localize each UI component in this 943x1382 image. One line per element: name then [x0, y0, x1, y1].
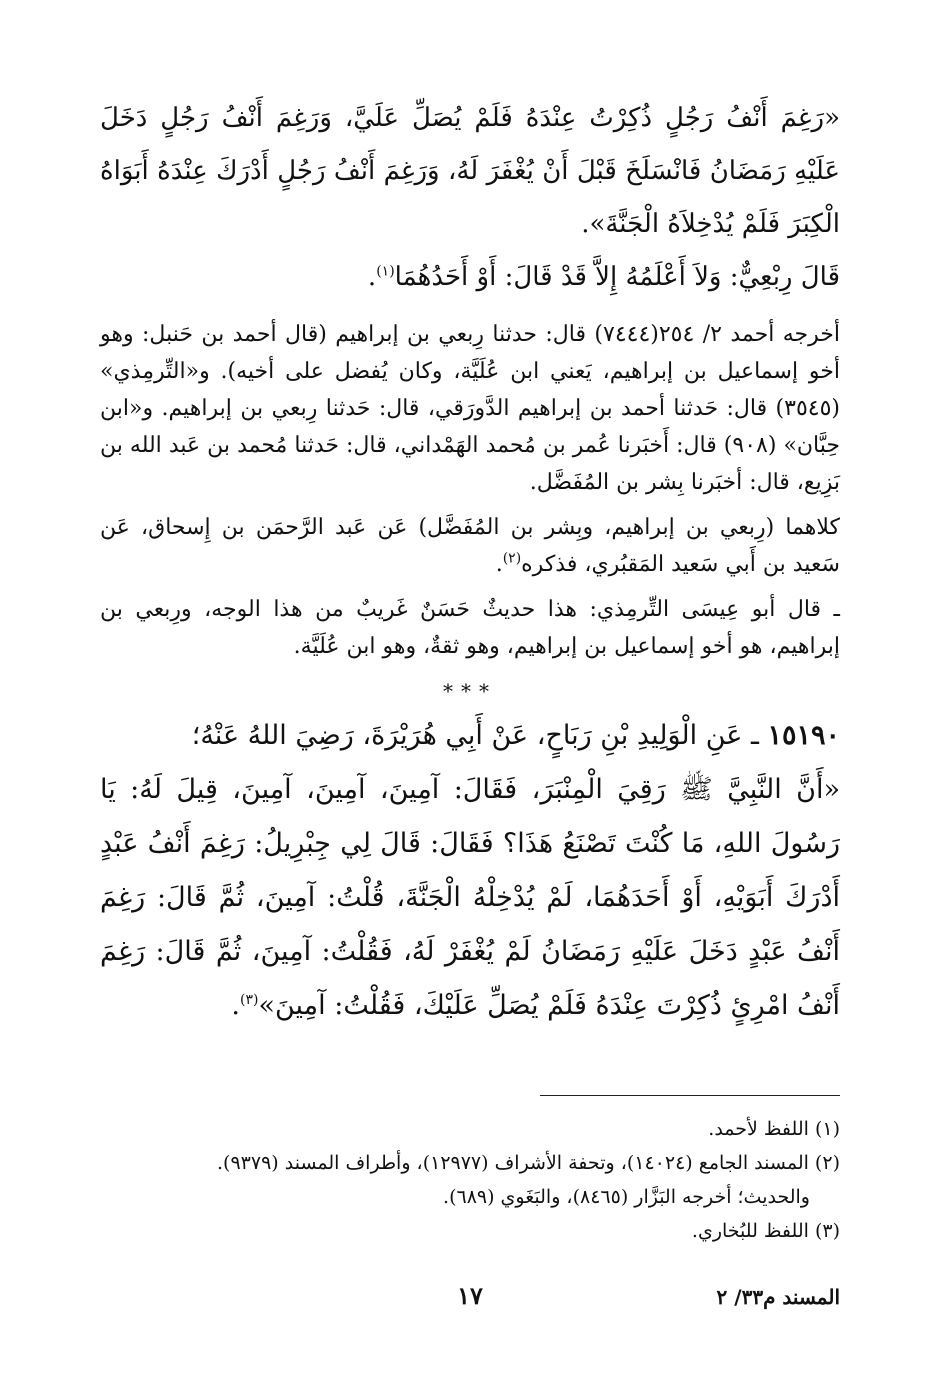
hadith-matn: «أَنَّ النَّبِيَّ ﷺ رَقِيَ الْمِنْبَرَ، فَقَالَ: آمِينَ، آمِينَ، آمِينَ، قِيلَ لَهُ: يَا رَسُولَ اللهِ، مَا كُنْتَ تَصْنَعُ هَذَا؟ فَقَالَ: قَالَ لِي جِبْرِيلُ: رَغِمَ أَنْفُ عَبْدٍ أَدْرَكَ أَبَوَيْهِ، أَوْ أَحَدَهُمَا، لَمْ يُدْخِلْهُ الْجَنَّةَ، قُلْتُ: آمِينَ، ثُمَّ قَالَ: رَغِمَ أَنْفُ عَبْدٍ دَخَلَ عَلَيْهِ رَمَضَانُ لَمْ يُغْفَرْ لَهُ، فَقُلْتُ: آمِينَ، ثُمَّ قَالَ: رَغِمَ أَنْفُ امْرِئٍ ذُكِرْتَ عِنْدَهُ فَلَمْ يُصَلِّ عَلَيْكَ، فَقُلْتُ: آمِينَ» [100, 774, 840, 1021]
hadith-number: ١٥١٩٠ [767, 720, 840, 751]
takhrij-paragraph-1: أخرجه أحمد ٢/ ٢٥٤(٧٤٤٤) قال: حدثنا رِبعي بن إبراهيم (قال أحمد بن حَنبل: وهو أخو إسماعيل بن إبراهيم، يَعني ابن عُلَيَّة، وكان يُفضل على أخيه). و«التِّرمِذي» (٣٥٤٥) قال: حَدثنا أحمد بن إبراهيم الدَّورَقي، قال: حَدثنا رِبعي بن إبراهيم. و«ابن حِبَّان» (٩٠٨) قال: أَخبَرنا عُمر بن مُحمد الهَمْداني، قال: حَدثنا مُحمد بن عَبد الله بن بَزِيع، قال: أخبَرنا بِشر بن المُفَضَّل. [100, 322, 841, 495]
section-separator: *** [443, 679, 497, 703]
hadith-end: . [231, 990, 240, 1021]
tirmidhi-grading: ـ قال أبو عِيسَى التِّرمِذي: هذا حديثٌ حَسَنٌ غَريبٌ من هذا الوجه، ورِبعي بن إبراهيم، هو أخو إسماعيل بن إبراهيم، وهو ثقةٌ، وهو ابن عُلَيَّة. [100, 597, 840, 659]
takhrij-paragraph-2-text: كلاهما (رِبعي بن إبراهيم، وبِشر بن المُفَضَّل) عَن عَبد الرَّحمَن بن إِسحاق، عَن سَعيد بن أَبي سَعيد المَقبُري، فذكره [100, 515, 840, 577]
footnote-ref-2[interactable]: (٢) [502, 550, 522, 567]
rabi-comment [100, 251, 840, 304]
hadith-isnad: عَنِ الْوَلِيدِ بْنِ رَبَاحٍ، عَنْ أَبِي هُرَيْرَةَ، رَضِيَ اللهُ عَنْهُ؛ [191, 720, 743, 751]
footnote-ref-3[interactable]: (٣) [239, 992, 259, 1008]
footnote-2-continuation: والحديث؛ أخرجه البَزَّار (٨٤٦٥)، والبَغَوي (٦٨٩). [443, 1186, 810, 1208]
footnote-ref-1[interactable]: (١) [376, 263, 395, 280]
hadith-continuation-text: «رَغِمَ أَنْفُ رَجُلٍ ذُكِرْتُ عِنْدَهُ فَلَمْ يُصَلِّ عَلَيَّ، وَرَغِمَ أَنْفُ رَجُلٍ دَخَلَ عَلَيْهِ رَمَضَانُ فَانْسَلَخَ قَبْلَ أَنْ يُغْفَرَ لَهُ، وَرَغِمَ أَنْفُ رَجُلٍ أَدْرَكَ عِنْدَهُ أَبَوَاهُ الْكِبَرَ فَلَمْ يُدْخِلاَهُ الْجَنَّةَ». [100, 103, 840, 239]
rabi-comment-end: . [367, 262, 377, 292]
footnote-1: (١) اللفظ لأحمد. [708, 1118, 840, 1140]
hadith-text [100, 763, 840, 1033]
footnote-2: (٢) المسند الجامع (١٤٠٢٤)، وتحفة الأشراف (١٢٩٧٧)، وأطراف المسند (٩٣٧٩). [217, 1152, 840, 1174]
rabi-comment-text: قَالَ رِبْعِيٌّ: وَلاَ أَعْلَمُهُ إِلاَّ قَدْ قَالَ: أَوْ أَحَدُهُمَا [394, 262, 840, 292]
takhrij-paragraph-2-end: . [495, 552, 503, 577]
hadith-heading [100, 709, 840, 763]
footnote-3: (٣) اللفظ للبُخاري. [691, 1220, 840, 1242]
hadith-dash: ـ [750, 720, 759, 751]
footnote-divider [540, 1095, 840, 1096]
footnotes [100, 1112, 840, 1248]
volume-folio: المسند م٣٣/ ٢ [716, 1285, 840, 1309]
takhrij-paragraph-2 [100, 509, 840, 583]
page-number: ١٧ [457, 1281, 483, 1310]
page-footer [100, 1281, 840, 1325]
page-body [100, 92, 840, 1033]
